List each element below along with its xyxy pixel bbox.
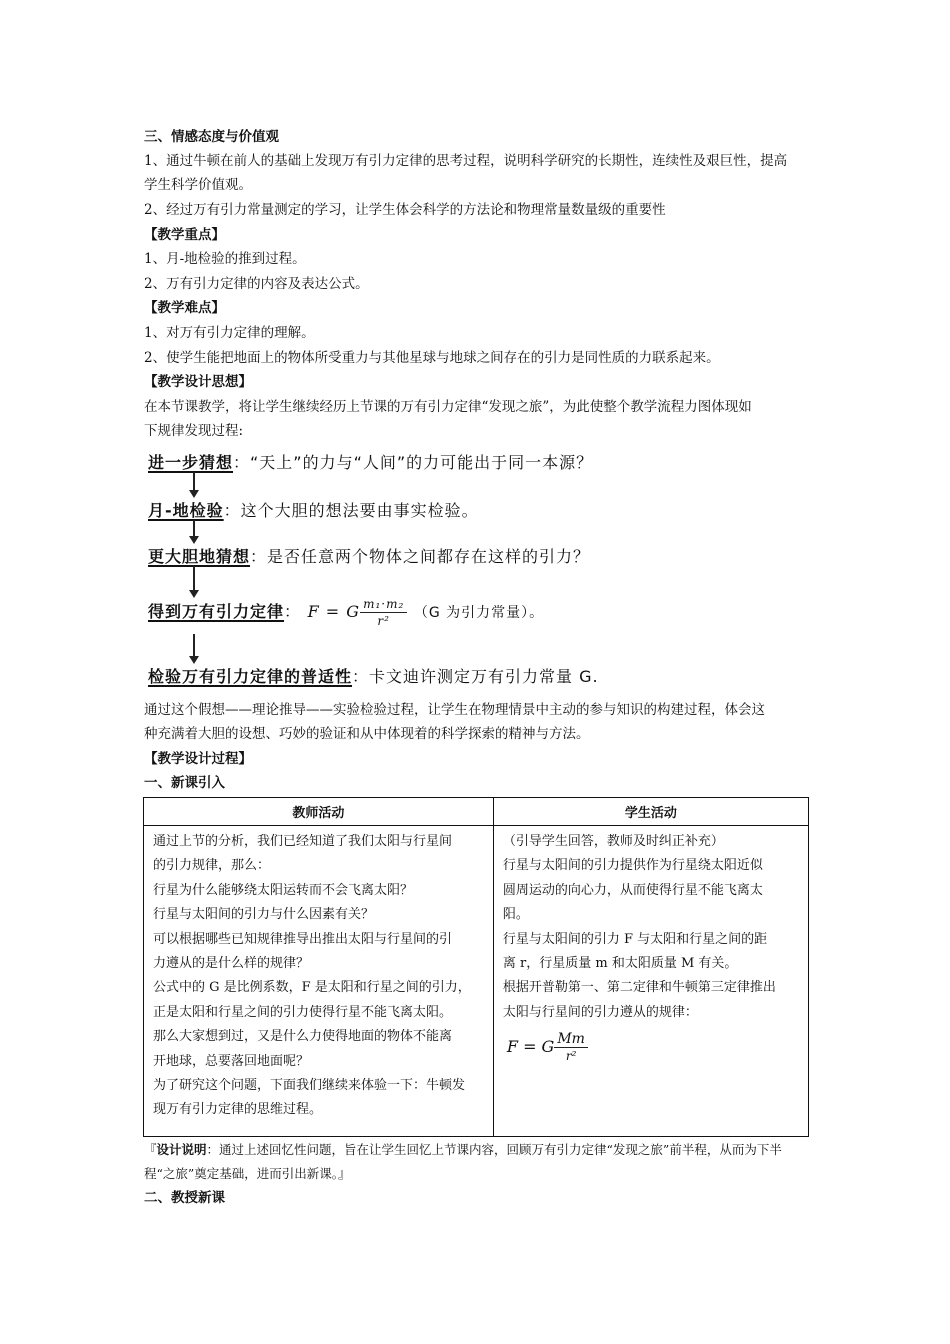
- col-student-activity: 学生活动: [493, 798, 808, 826]
- heading-design-process: 【教学设计过程】: [144, 751, 252, 767]
- discovery-flow-diagram: [144, 446, 664, 696]
- teacher-line: 为了研究这个问题，下面我们继续来体验一下：牛顿发: [153, 1078, 466, 1094]
- student-formula-numerator: Mm: [554, 1031, 588, 1048]
- table-header-row: [144, 798, 809, 826]
- flow-step-4-text: （G 为引力常量）。: [413, 605, 545, 621]
- gravitation-formula-lhs: F = G: [307, 602, 361, 621]
- flow-step-2-title: 月-地检验: [148, 501, 224, 520]
- teacher-line: 行星与太阳间的引力与什么因素有关？: [153, 907, 375, 923]
- student-line: 行星与太阳间的引力提供作为行星绕太阳近似: [502, 858, 763, 874]
- activity-table: [143, 797, 809, 1137]
- student-line: （引导学生回答，教师及时纠正补充）: [502, 834, 724, 849]
- flow-step-4-title: 得到万有引力定律: [148, 602, 285, 621]
- flow-connector: [193, 566, 195, 592]
- flow-step-1-text: ：“天上”的力与“人间”的力可能出于同一本源？: [233, 453, 594, 472]
- student-line: 圆周运动的向心力，从而使得行星不能飞离太: [502, 882, 763, 898]
- teacher-line: 的引力规律，那么：: [153, 858, 271, 874]
- teacher-line: 可以根据哪些已知规律推导出推出太阳与行星间的引: [153, 931, 453, 947]
- student-line: 根据开普勒第一、第二定律和牛顿第三定律推出: [502, 980, 776, 996]
- heading-difficulty: 【教学难点】: [144, 300, 225, 316]
- summary-line-1: 通过这个假想——理论推导——实验检验过程，让学生在物理情景中主动的参与知识的构建过程，体会这: [144, 702, 765, 718]
- student-line: 离 r，行星质量 m 和太阳质量 M 有关。: [502, 956, 738, 972]
- student-formula: [495, 1031, 807, 1064]
- flow-step-law: [148, 596, 544, 629]
- flow-step-3-title: 更大胆地猜想: [148, 547, 251, 566]
- flow-step-5-text: ：卡文迪许测定万有引力常量 G.: [352, 667, 599, 686]
- student-line: 阳。: [502, 907, 529, 923]
- teacher-line: 那么大家想到过，又是什么力使得地面的物体不能离: [153, 1029, 453, 1045]
- emotion-item-2: 2、经过万有引力常量测定的学习，让学生体会科学的方法论和物理常量数量级的重要性: [144, 202, 666, 218]
- note-open-bracket: 『: [144, 1142, 157, 1157]
- note-close-bracket: 』: [338, 1166, 351, 1181]
- design-note: [144, 1138, 812, 1186]
- flow-step-universality: [148, 664, 599, 687]
- difficulty-item-1: 1、对万有引力定律的理解。: [144, 325, 315, 341]
- teacher-line: 公式中的 G 是比例系数，F 是太阳和行星之间的引力，: [153, 980, 471, 996]
- summary-line-2: 种充满着大胆的设想、巧妙的验证和从中体现着的科学探索的精神与方法。: [144, 726, 590, 742]
- heading-design-idea: 【教学设计思想】: [144, 374, 252, 390]
- student-activity-lines: [495, 827, 807, 1031]
- heading-key-points: 【教学重点】: [144, 227, 225, 243]
- student-formula-lhs: F = G: [506, 1037, 555, 1057]
- note-label: 设计说明: [156, 1142, 207, 1157]
- student-activity-cell: [493, 826, 808, 1137]
- student-formula-denominator: r²: [565, 1049, 577, 1064]
- heading-emotion: 三、情感态度与价值观: [144, 129, 279, 145]
- col-teacher-activity: 教师活动: [144, 798, 494, 826]
- emotion-item-1: 1、通过牛顿在前人的基础上发现万有引力定律的思考过程，说明科学研究的长期性，连续性及艰巨性，提高: [144, 153, 788, 169]
- teacher-activity-cell: [144, 826, 494, 1137]
- heading-new-teaching: 二、教授新课: [144, 1190, 225, 1206]
- design-idea-line-2: 下规律发现过程:: [144, 423, 244, 439]
- student-formula-fraction: [554, 1031, 588, 1064]
- teacher-line: 通过上节的分析，我们已经知道了我们太阳与行星间: [153, 834, 453, 849]
- student-line: 行星与太阳间的引力 F 与太阳和行星之间的距: [502, 931, 768, 947]
- note-text: ：通过上述回忆性问题，旨在让学生回忆上节课内容，回顾万有引力定律“发现之旅”前半程，从而为下半程“之旅”奠定基础，进而引出新课。: [144, 1142, 782, 1181]
- difficulty-item-2: 2、使学生能把地面上的物体所受重力与其他星球与地球之间存在的引力是同性质的力联系起来。: [144, 350, 720, 366]
- table-row: [144, 826, 809, 1137]
- formula-denominator: r²: [377, 614, 390, 628]
- flow-step-5-title: 检验万有引力定律的普适性: [148, 667, 353, 686]
- flow-step-2-text: ：这个大胆的想法要由事实检验。: [223, 501, 479, 520]
- arrow-down-icon: [189, 656, 199, 664]
- student-line: 太阳与行星间的引力遵从的规律：: [502, 1004, 698, 1020]
- teacher-activity-lines: [145, 827, 492, 1129]
- flow-step-3-text: ：是否任意两个物体之间都存在这样的引力？: [250, 547, 591, 566]
- flow-step-1-title: 进一步猜想: [148, 453, 234, 472]
- design-idea-line-1: 在本节课教学，将让学生继续经历上节课的万有引力定律“发现之旅”，为此使整个教学流程力图体现如: [144, 399, 752, 415]
- teacher-line: 行星为什么能够绕太阳运转而不会飞离太阳？: [153, 882, 414, 898]
- emotion-item-1-cont: 学生科学价值观。: [144, 177, 252, 193]
- heading-new-lesson-intro: 一、新课引入: [144, 775, 225, 791]
- key-item-1: 1、月-地检验的推到过程。: [144, 251, 306, 267]
- formula-numerator: m₁·m₂: [360, 596, 407, 613]
- flow-step-4-colon: ：: [284, 602, 302, 621]
- teacher-line: 力遵从的是什么样的规律？: [153, 956, 310, 972]
- key-item-2: 2、万有引力定律的内容及表达公式。: [144, 276, 369, 292]
- flow-step-bold-conjecture: [148, 544, 590, 567]
- gravitation-formula-fraction: [360, 596, 407, 629]
- flow-step-conjecture: [148, 450, 593, 473]
- flow-step-moon-earth: [148, 498, 479, 521]
- arrow-down-icon: [189, 536, 199, 544]
- teacher-line: 现万有引力定律的思维过程。: [153, 1102, 323, 1118]
- flow-connector: [193, 634, 195, 658]
- flow-connector: [193, 472, 195, 492]
- teacher-line: 正是太阳和行星之间的引力使得行星不能飞离太阳。: [153, 1004, 453, 1020]
- teacher-line: 开地球，总要落回地面呢？: [153, 1053, 310, 1069]
- arrow-down-icon: [189, 490, 199, 498]
